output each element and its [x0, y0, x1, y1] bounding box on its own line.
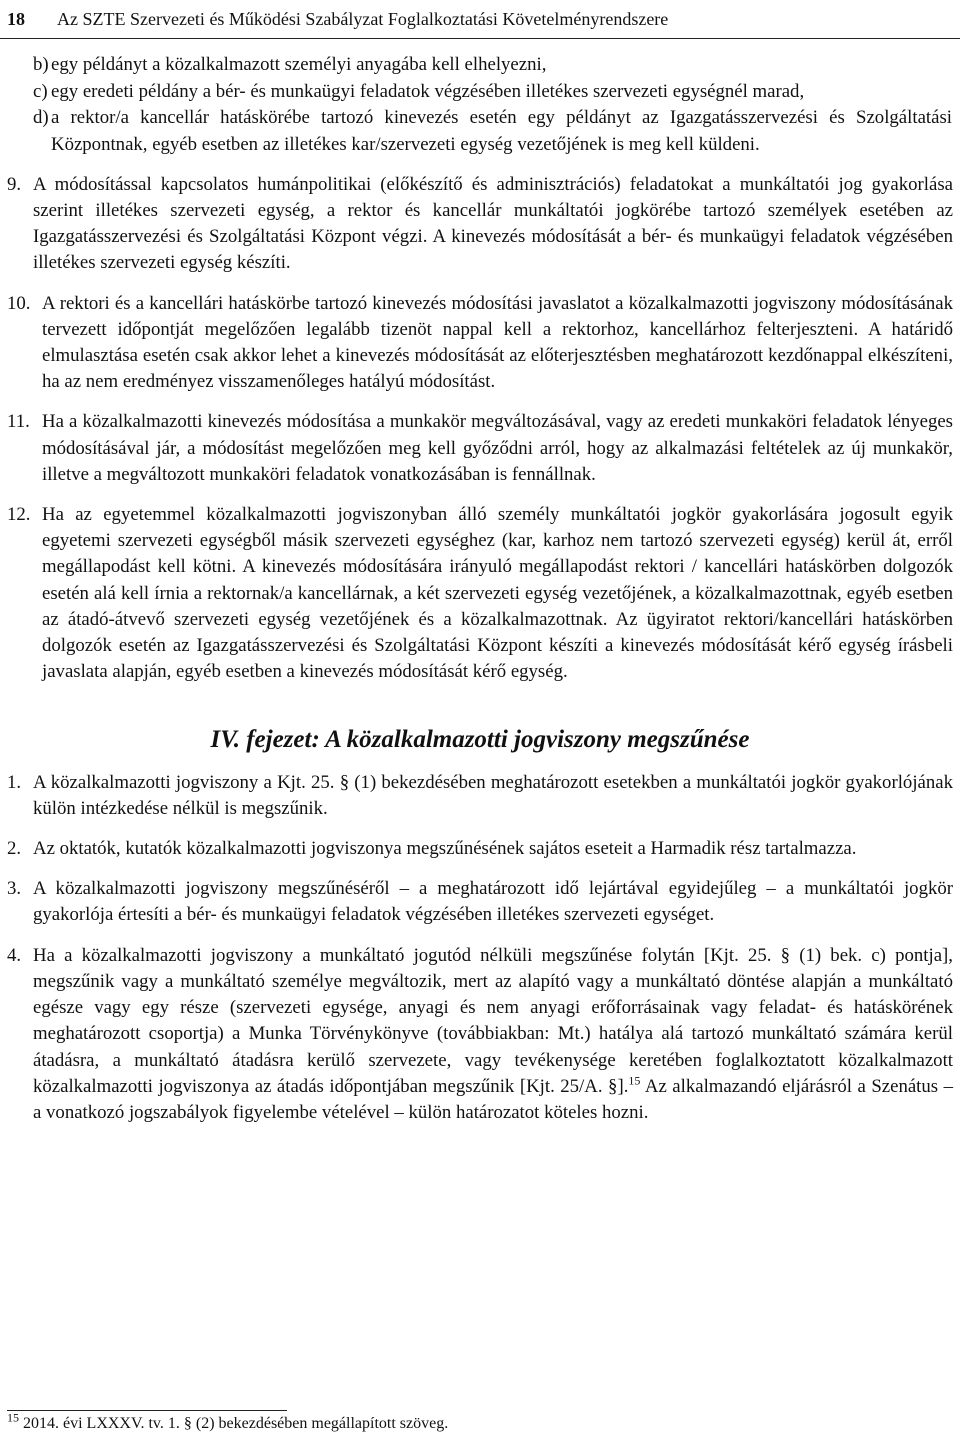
paragraph-12 [7, 502, 953, 685]
chapter-item-4 [7, 943, 953, 1126]
list-number: 4. [7, 944, 22, 966]
paragraph-text: Ha az egyetemmel közalkalmazotti jogviszonyban álló személy munkáltatói jogkör gyakorlására jogosult egyik egyetemi szervezeti egységből másik szervezeti egységhez (kar, karhoz nem tartozó szervezeti egység) kerül át, erről megállapodást kell kötni. A kinevezés módosítására irányuló megállapodást rektori / kancellári hatáskörben dolgozók esetén alá kell írnia a rektornak/a kancellárnak, a két szervezeti egység vezetőjének, a közalkalmazottnak, egyéb esetben az átadó-átvevő szervezeti egység vezetőjének és a közalkalmazottnak. Az ügyiratot rektori/kancellári hatáskörben dolgozók esetén az Igazgatásszervezési és Szolgáltatási Központ készíti a kinevezés módosítását kérő egység írásbeli javaslata alapján, egyéb esetben a kinevezés módosítását kérő egység. [42, 504, 953, 683]
paragraph-number: 9. [7, 173, 22, 195]
list-text-part: Ha a közalkalmazotti jogviszony a munkáltató jogutód nélküli megszűnése folytán [Kjt. 25. § (1) bek. c) pontja], megszűnik vagy a munkáltató személye megváltozik, mert az alapító vagy a munkáltató döntése alapján a munkáltató egésze vagy egy része (szervezeti egysége, anyagi és nem anyagi erőforrásainak vagy feladat- és hatáskörének meghatározott csoportja) a Munka Törvénykönyve (továbbiakban: Mt.) hatálya alá tartozó munkáltató számára kerül átadásra, a munkáltató átadásra kerülő szervezete, vagy tevékenysége keretében foglalkoztatott közalkalmazott közalkalmazotti jogviszonya az átadás időpontjában megszűnik [Kjt. 25/A. §]. [33, 944, 953, 1097]
paragraph-text: A módosítással kapcsolatos humánpolitikai (előkészítő és adminisztrációs) feladatokat a munkáltatói jog gyakorlása szerint illetékes szervezeti egység, a rektor és kancellár munkáltatói jogkörébe tartozó személyek esetében az Igazgatásszervezési és Szolgáltatási Központ végzi. A kinevezés módosítását a bér- és munkaügyi feladatok végzésében illetékes szervezeti egység készíti. [33, 173, 953, 274]
paragraph-10 [7, 291, 953, 396]
footnote-number: 15 [7, 1410, 19, 1425]
page-content [0, 52, 960, 1126]
subitem-label: c) [33, 81, 48, 103]
chapter-item-3 [7, 876, 953, 928]
subitem-b [33, 52, 952, 78]
list-text: A közalkalmazotti jogviszony megszűnéséről – a meghatározott idő lejártával egyidejűleg – a munkáltatói jogkör gyakorlója értesíti a bér- és munkaügyi feladatok végzésében illetékes szervezeti egységet. [33, 878, 953, 926]
page-header [0, 0, 960, 39]
subitem-label: d) [33, 107, 49, 129]
list-text-part: Az alkalmazandó eljárásról a Szenátus – a vonatkozó jogszabályok figyelembe vételével – külön határozatot köteles hozni. [33, 1075, 954, 1123]
footnote [7, 1410, 449, 1434]
list-number: 1. [7, 771, 22, 793]
chapter-title: IV. fejezet: A közalkalmazotti jogviszony megszűnése [210, 726, 750, 754]
list-text [7, 943, 953, 1126]
subitem-text: egy eredeti példány a bér- és munkaügyi feladatok végzésében illetékes szervezeti egységnél marad, [51, 81, 805, 103]
paragraph-text: Ha a közalkalmazotti kinevezés módosítása a munkakör megváltozásával, vagy az eredeti munkaköri feladatok lényeges módosításával jár, a módosítást megelőzően meg kell győződni arról, hogy az alkalmazási feltételek az új munkakör, illetve a megváltozott munkaköri feladatok vonatkozásában is fennállnak. [42, 411, 953, 485]
paragraph-11 [7, 409, 953, 488]
chapter-item-2 [7, 836, 953, 862]
footnote-ref[interactable]: 15 [628, 1073, 641, 1088]
paragraph-text: A rektori és a kancellári hatáskörbe tartozó kinevezés módosítási javaslatot a közalkalmazotti jogviszony módosításának tervezett időpontját megelőzően legalább tizenöt nappal kell a rektorhoz, kancellárhoz felterjeszteni. A határidő elmulasztása esetén csak akkor lehet a kinevezés módosítását az előterjesztésben meghatározott kezdőnappal elkészíteni, ha az nem eredményez visszamenőleges hatályú módosítást. [42, 292, 953, 393]
paragraph-9 [7, 172, 953, 277]
paragraph-number: 11. [7, 411, 30, 433]
list-number: 2. [7, 838, 22, 860]
list-number: 3. [7, 878, 22, 900]
paragraph-number: 12. [7, 504, 31, 526]
subitem-text: egy példányt a közalkalmazott személyi anyagába kell elhelyezni, [51, 54, 547, 75]
header-title: Az SZTE Szervezeti és Működési Szabályzat Foglalkoztatási Követelményrendszere [57, 8, 669, 29]
paragraph-number: 10. [7, 292, 31, 314]
subitem-d [33, 105, 952, 157]
subitem-label: b) [33, 54, 49, 75]
footnote-divider [7, 1410, 287, 1411]
subitem-text: a rektor/a kancellár hatáskörébe tartozó kinevezés esetén egy példányt az Igazgatásszervezési és Szolgáltatási Központnak, egyéb esetben az illetékes kar/szervezeti egység vezetőjének is meg kell küldeni. [51, 107, 952, 155]
list-text: A közalkalmazotti jogviszony a Kjt. 25. § (1) bekezdésében meghatározott esetekben a munkáltatói jogkör gyakorlójának külön intézkedése nélkül is megszűnik. [33, 771, 953, 819]
chapter-item-1 [7, 770, 953, 822]
list-text: Az oktatók, kutatók közalkalmazotti jogviszonya megszűnésének sajátos eseteit a Harmadik rész tartalmazza. [33, 838, 857, 860]
footnote-text: 2014. évi LXXXV. tv. 1. § (2) bekezdésében megállapított szöveg. [23, 1415, 449, 1432]
page-number: 18 [7, 8, 25, 29]
subitem-c [33, 79, 952, 105]
